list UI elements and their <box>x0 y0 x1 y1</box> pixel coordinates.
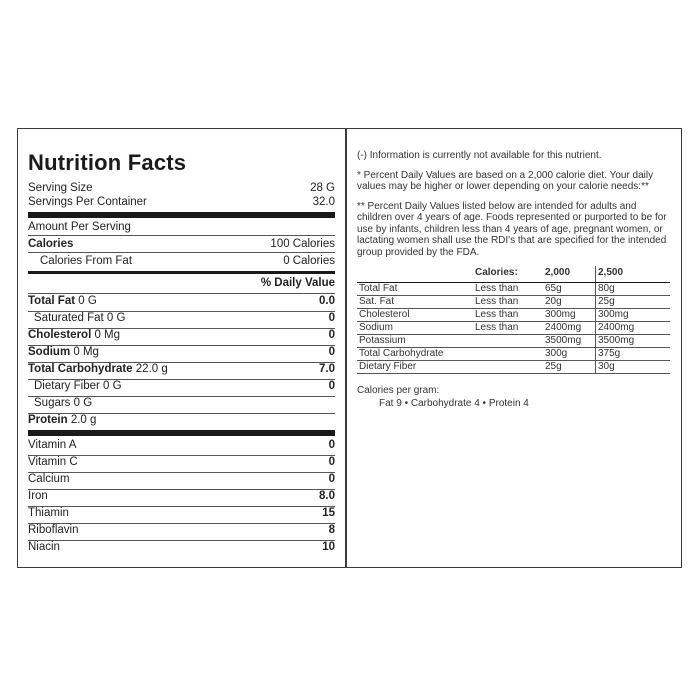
table-cell: Less than <box>473 296 543 309</box>
vitamin-label: Riboflavin <box>28 524 79 536</box>
table-cell: 2400mg <box>543 322 596 335</box>
vitamin-dv: 10 <box>322 541 335 553</box>
nutrient-amount: 0 Mg <box>73 346 99 358</box>
nutrient-row-sugars <box>28 397 335 414</box>
nutrient-amount: 0 Mg <box>94 329 121 341</box>
serving-size-row <box>28 182 335 196</box>
calories-from-fat-row <box>28 255 335 274</box>
nutrient-row-total-carbohydrate <box>28 363 335 380</box>
table-cell: 375g <box>596 348 671 361</box>
table-header-cell: 2,000 <box>543 266 596 283</box>
table-row <box>357 309 670 322</box>
servings-per-container-row <box>28 196 335 218</box>
nutrient-row-cholesterol <box>28 329 335 346</box>
nutrition-facts-panel <box>28 150 335 557</box>
amount-per-serving-row <box>28 221 335 236</box>
vitamin-row-iron <box>28 490 335 507</box>
nutrient-amount: 0 G <box>73 397 93 409</box>
table-row <box>357 348 670 361</box>
vitamin-label: Niacin <box>28 541 60 553</box>
vitamin-dv: 0 <box>328 439 335 451</box>
nutrient-row-saturated-fat <box>28 312 335 329</box>
table-cell: Less than <box>473 309 543 322</box>
vitamin-label: Thiamin <box>28 507 69 519</box>
vitamin-dv: 8 <box>328 524 335 536</box>
daily-value-basis-note: * Percent Daily Values are based on a 2,000 calorie diet. Your daily values may be higher or lower depending on your calorie needs:** <box>357 169 654 192</box>
table-cell <box>473 361 543 374</box>
calories-label: Calories <box>28 238 74 250</box>
table-cell: Cholesterol <box>357 309 473 322</box>
table-cell: Potassium <box>357 335 473 348</box>
calories-per-gram-label: Calories per gram: <box>357 385 440 396</box>
vitamin-row-riboflavin <box>28 524 335 541</box>
nutrient-amount: 0 G <box>103 380 122 392</box>
nutrient-list <box>28 295 335 436</box>
nutrient-dv: 0 <box>328 380 335 392</box>
nutrient-row-total-fat <box>28 295 335 312</box>
nutrient-dv: 7.0 <box>319 363 335 375</box>
table-cell: 3500mg <box>543 335 596 348</box>
vitamin-row-vitamin-c <box>28 456 335 473</box>
table-cell: Sat. Fat <box>357 296 473 309</box>
nutrient-label: Total Fat <box>28 295 76 307</box>
vitamin-row-thiamin <box>28 507 335 524</box>
table-cell: Dietary Fiber <box>357 361 473 374</box>
nutrition-facts-title: Nutrition Facts <box>28 150 187 175</box>
table-header-cell <box>357 266 473 283</box>
vitamin-row-niacin <box>28 541 335 557</box>
table-row <box>357 296 670 309</box>
nutrient-amount: 22.0 g <box>135 363 168 375</box>
table-cell: Less than <box>473 322 543 335</box>
table-row <box>357 322 670 335</box>
table-cell: 30g <box>596 361 671 374</box>
nutrient-amount: 2.0 g <box>70 414 97 426</box>
serving-size-value: 28 G <box>310 182 335 194</box>
nutrient-amount: 0 G <box>106 312 126 324</box>
table-row <box>357 361 670 374</box>
vitamin-dv: 15 <box>322 507 335 519</box>
daily-value-notes-panel <box>357 150 670 410</box>
table-row <box>357 283 670 296</box>
column-divider <box>345 128 347 568</box>
table-header-cell: 2,500 <box>596 266 671 283</box>
daily-value-header: % Daily Value <box>260 277 335 289</box>
table-header-cell: Calories: <box>473 266 543 283</box>
table-cell: Less than <box>473 283 543 296</box>
vitamin-label: Iron <box>28 490 48 502</box>
nutrient-row-dietary-fiber <box>28 380 335 397</box>
calories-from-fat-value: 0 Calories <box>283 255 335 267</box>
table-cell: 20g <box>543 296 596 309</box>
calories-row <box>28 238 335 253</box>
calories-from-fat-label: Calories From Fat <box>40 255 133 267</box>
table-cell: Sodium <box>357 322 473 335</box>
table-cell: 25g <box>543 361 596 374</box>
vitamin-label: Vitamin C <box>28 456 78 468</box>
nutrient-label: Protein <box>28 414 68 426</box>
table-cell: Total Fat <box>357 283 473 296</box>
servings-value: 32.0 <box>312 196 335 208</box>
nutrient-label: Dietary Fiber <box>34 380 100 392</box>
table-cell: 3500mg <box>596 335 671 348</box>
vitamin-list <box>28 439 335 557</box>
servings-label: Servings Per Container <box>28 196 147 208</box>
calories-per-gram-detail: Fat 9 • Carbohydrate 4 • Protein 4 <box>379 398 529 409</box>
table-cell: 65g <box>543 283 596 296</box>
nutrient-label: Cholesterol <box>28 329 92 341</box>
unavailable-note: (-) Information is currently not available for this nutrient. <box>357 150 602 161</box>
vitamin-dv: 8.0 <box>319 490 335 502</box>
amount-per-serving-label: Amount Per Serving <box>28 221 131 233</box>
nutrient-dv: 0 <box>328 329 335 341</box>
nutrient-label: Sodium <box>28 346 71 358</box>
serving-size-label: Serving Size <box>28 182 93 194</box>
nutrient-label: Saturated Fat <box>34 312 104 324</box>
table-row <box>357 335 670 348</box>
nutrient-label: Sugars <box>34 397 71 409</box>
table-cell <box>473 348 543 361</box>
nutrient-dv: 0 <box>328 346 335 358</box>
nutrient-row-sodium <box>28 346 335 363</box>
table-cell: Total Carbohydrate <box>357 348 473 361</box>
vitamin-row-vitamin-a <box>28 439 335 456</box>
table-header-row <box>357 266 670 283</box>
table-cell: 300g <box>543 348 596 361</box>
nutrient-amount: 0 G <box>78 295 97 307</box>
table-cell: 300mg <box>596 309 671 322</box>
table-cell: 25g <box>596 296 671 309</box>
vitamin-label: Vitamin A <box>28 439 77 451</box>
nutrient-dv: 0.0 <box>319 295 335 307</box>
vitamin-dv: 0 <box>328 473 335 485</box>
daily-value-reference-table <box>357 266 670 374</box>
table-cell: 300mg <box>543 309 596 322</box>
table-cell: 80g <box>596 283 671 296</box>
rdi-note: ** Percent Daily Values listed below are intended for adults and children over 4 years of age. Foods represented or purported to be for use by infants, children less than 4 years of age, pregnant women, or lactating women shall use the RDI's that are specified for the intended group provided by the FDA. <box>357 200 667 258</box>
vitamin-row-calcium <box>28 473 335 490</box>
calories-per-gram <box>357 384 670 410</box>
nutrient-row-protein <box>28 414 335 430</box>
vitamin-label: Calcium <box>28 473 70 485</box>
table-cell <box>473 335 543 348</box>
vitamin-dv: 0 <box>328 456 335 468</box>
nutrient-dv: 0 <box>328 312 335 324</box>
table-cell: 2400mg <box>596 322 671 335</box>
daily-value-header-row <box>28 277 335 294</box>
nutrient-label: Total Carbohydrate <box>28 363 133 375</box>
calories-value: 100 Calories <box>270 238 335 250</box>
